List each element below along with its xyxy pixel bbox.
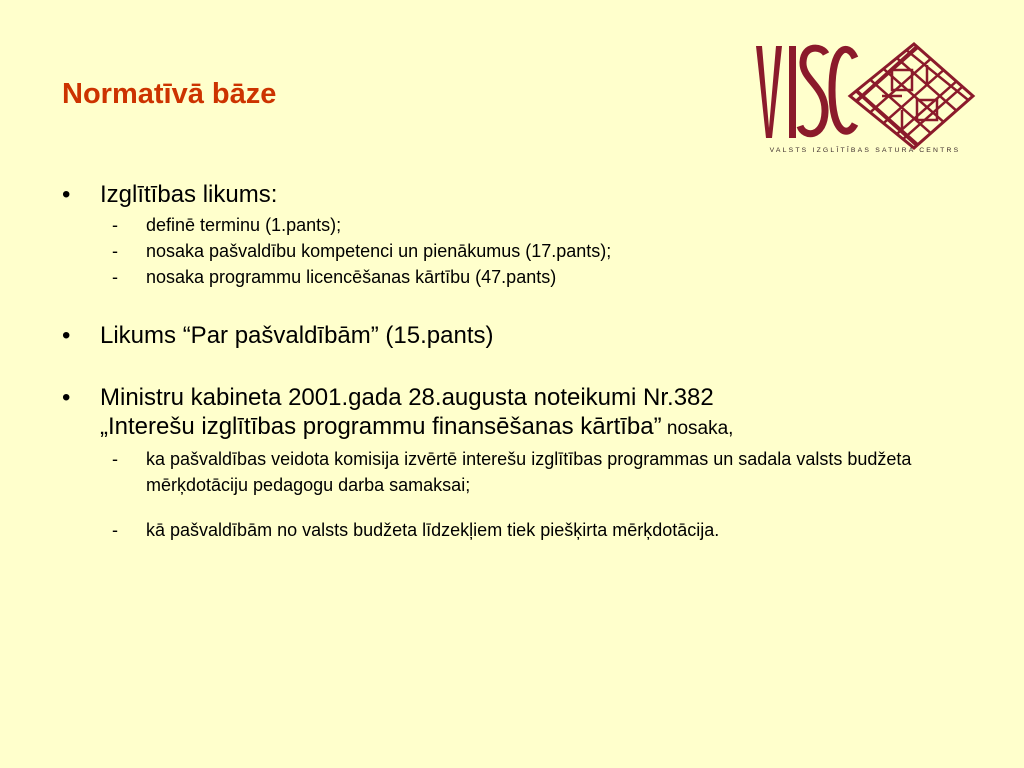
sub-list <box>62 446 962 543</box>
logo-tagline: VALSTS IZGLĪTĪBAS SATURA CENTRS <box>769 147 961 154</box>
bullet-text-tail: nosaka, <box>661 418 734 439</box>
bullet-text-line1: Ministru kabineta 2001.gada 28.augusta noteikumi Nr.382 <box>100 384 714 411</box>
sub-item: - definē terminu (1.pants); <box>112 215 342 235</box>
sub-list <box>62 212 962 290</box>
sub-item: - nosaka pašvaldību kompetenci un pienākumus (17.pants); <box>112 241 612 261</box>
visc-logo <box>752 40 978 156</box>
bullet-izglitibas-likums <box>62 180 962 209</box>
bullet-marker: • <box>62 384 71 411</box>
content-body <box>62 180 962 543</box>
bullet-text: Izglītības likums: <box>100 181 278 208</box>
bullet-ministru-kabineta <box>62 383 962 443</box>
sub-item: - kā pašvaldībām no valsts budžeta līdzekļiem tiek piešķirta mērķdotācija. <box>112 520 720 540</box>
bullet-text-line2: „Interešu izglītības programmu finansēšanas kārtība” <box>100 413 662 440</box>
bullet-likums-par-pasvaldibam <box>62 321 962 350</box>
slide-title: Normatīvā bāze <box>62 78 277 110</box>
bullet-marker: • <box>62 181 71 208</box>
bullet-marker: • <box>62 322 71 349</box>
sub-item: - nosaka programmu licencēšanas kārtību (47.pants) <box>112 267 557 287</box>
bullet-text: Likums “Par pašvaldībām” (15.pants) <box>100 322 494 349</box>
sub-item: - ka pašvaldības veidota komisija izvērtē interešu izglītības programmas un sadala valsts budžeta mērķdotāciju pedagogu darba samaksai; <box>112 449 912 495</box>
